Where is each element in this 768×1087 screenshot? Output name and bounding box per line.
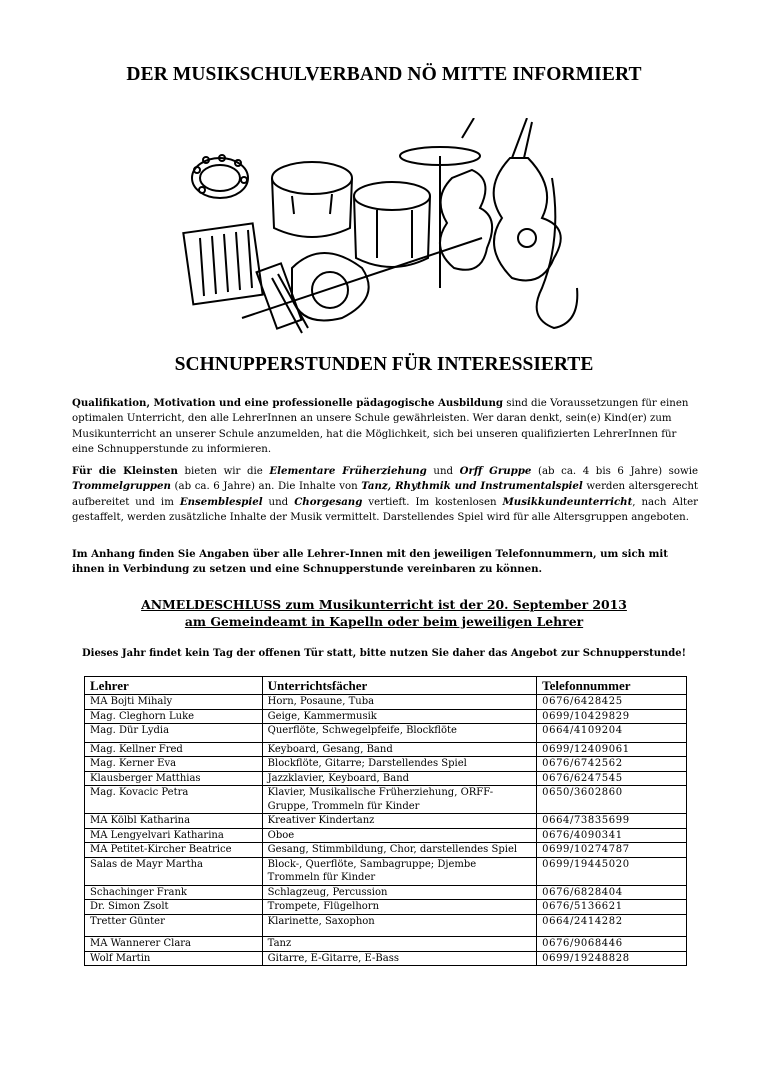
offer-text: und bbox=[262, 496, 295, 508]
cell-teacher: Mag. Dür Lydia bbox=[85, 724, 263, 743]
offer-elementare: Elementare Früherziehung bbox=[269, 465, 427, 477]
cell-subjects: Schlagzeug, Percussion bbox=[262, 885, 536, 900]
offer-text: (ab ca. 6 Jahre) an. Die Inhalte von bbox=[170, 481, 362, 493]
cell-phone: 0650/3602860 bbox=[537, 786, 687, 814]
cell-teacher: Dr. Simon Zsolt bbox=[85, 900, 263, 915]
section-title: SCHNUPPERSTUNDEN FÜR INTERESSIERTE bbox=[174, 354, 594, 375]
cell-phone: 0699/19248828 bbox=[537, 951, 687, 966]
cell-subjects: Gitarre, E-Gitarre, E-Bass bbox=[262, 951, 536, 966]
offer-text: bieten wir die bbox=[177, 466, 270, 477]
cell-phone: 0699/10274787 bbox=[537, 843, 687, 858]
table-row bbox=[85, 900, 687, 915]
intro-paragraph-qualification bbox=[72, 396, 698, 458]
cell-subjects: Kreativer Kindertanz bbox=[262, 814, 536, 829]
table-row bbox=[85, 937, 687, 952]
offer-text: (ab ca. 4 bis 6 Jahre) sowie bbox=[531, 466, 698, 477]
deadline-line-1: ANMELDESCHLUSS zum Musikunterricht ist der 20. September 2013 bbox=[141, 597, 627, 612]
cell-subjects: Trompete, Flügelhorn bbox=[262, 900, 536, 915]
offer-text-kleinsten: Für die Kleinsten bbox=[72, 465, 178, 477]
cell-phone: 0664/2414282 bbox=[537, 914, 687, 937]
cell-subjects: Tanz bbox=[262, 937, 536, 952]
intro-paragraph-offers bbox=[72, 464, 698, 526]
table-row bbox=[85, 742, 687, 757]
offer-orff: Orff Gruppe bbox=[459, 465, 532, 477]
column-header-subjects: Unterrichtsfächer bbox=[262, 677, 536, 695]
table-row bbox=[85, 695, 687, 710]
cell-phone: 0699/12409061 bbox=[537, 742, 687, 757]
cell-subjects: Keyboard, Gesang, Band bbox=[262, 742, 536, 757]
cell-phone: 0676/4090341 bbox=[537, 828, 687, 843]
table-row bbox=[85, 885, 687, 900]
cell-teacher: Schachinger Frank bbox=[85, 885, 263, 900]
cell-phone: 0699/10429829 bbox=[537, 709, 687, 724]
offer-tanz: Tanz, Rhythmik und Instrumentalspiel bbox=[361, 480, 583, 493]
offer-text: und bbox=[426, 466, 460, 477]
cell-teacher: Mag. Cleghorn Luke bbox=[85, 709, 263, 724]
cell-teacher: MA Petitet-Kircher Beatrice bbox=[85, 843, 263, 858]
offer-text: werden altersgerecht aufbereitet und im bbox=[72, 481, 698, 508]
cell-phone: 0676/6742562 bbox=[537, 757, 687, 772]
cell-subjects: Gesang, Stimmbildung, Chor, darstellendes Spiel bbox=[262, 843, 536, 858]
table-row bbox=[85, 786, 687, 814]
cell-subjects: Geige, Kammermusik bbox=[262, 709, 536, 724]
offer-ensemblespiel: Ensemblespiel bbox=[179, 495, 263, 508]
offer-text: vertieft. Im kostenlosen bbox=[362, 496, 503, 508]
cell-teacher: MA Kölbl Katharina bbox=[85, 814, 263, 829]
cell-subjects: Blockflöte, Gitarre; Darstellendes Spiel bbox=[262, 757, 536, 772]
table-header-row bbox=[85, 677, 687, 695]
cell-phone: 0699/19445020 bbox=[537, 857, 687, 885]
cell-phone: 0676/6828404 bbox=[537, 885, 687, 900]
offer-musikkunde: Musikkundeunterricht bbox=[502, 495, 633, 508]
cell-subjects: Jazzklavier, Keyboard, Band bbox=[262, 771, 536, 786]
intro-bold-lead: Qualifikation, Motivation und eine professionelle pädagogische Ausbildung bbox=[72, 397, 503, 409]
cell-teacher: MA Bojti Mihaly bbox=[85, 695, 263, 710]
table-row bbox=[85, 709, 687, 724]
cell-teacher: MA Lengyelvari Katharina bbox=[85, 828, 263, 843]
column-header-phone: Telefonnummer bbox=[537, 677, 687, 695]
table-row bbox=[85, 843, 687, 858]
cell-teacher: Salas de Mayr Martha bbox=[85, 857, 263, 885]
cell-teacher: Mag. Kellner Fred bbox=[85, 742, 263, 757]
teacher-table bbox=[84, 676, 687, 966]
cell-phone: 0664/4109204 bbox=[537, 724, 687, 743]
cell-subjects: Klarinette, Saxophon bbox=[262, 914, 536, 937]
cell-subjects: Horn, Posaune, Tuba bbox=[262, 695, 536, 710]
cell-teacher: Tretter Günter bbox=[85, 914, 263, 937]
cell-phone: 0676/6428425 bbox=[537, 695, 687, 710]
cell-subjects: Block-, Querflöte, Sambagruppe; Djembe Trommeln für Kinder bbox=[262, 857, 536, 885]
table-row bbox=[85, 771, 687, 786]
table-row bbox=[85, 814, 687, 829]
intro-text: sind die Voraussetzungen für einen optimalen Unterricht, den alle LehrerInnen an unsere Schule gewährleisten. Wer daran denkt, sein(e) Kind(er) zum Musikunterricht an unserer Schule anzumelden, hat die Möglichkeit, sich bei unseren qualifizierten LehrerInnen für eine Schnupperstunde zu informieren. bbox=[72, 398, 689, 456]
cell-teacher: MA Wannerer Clara bbox=[85, 937, 263, 952]
cell-teacher: Mag. Kerner Eva bbox=[85, 757, 263, 772]
deadline-block bbox=[0, 596, 768, 630]
page-title: DER MUSIKSCHULVERBAND NÖ MITTE INFORMIERT bbox=[126, 64, 642, 85]
cell-subjects: Querflöte, Schwegelpfeife, Blockflöte bbox=[262, 724, 536, 743]
column-header-teacher: Lehrer bbox=[85, 677, 263, 695]
teacher-table-body bbox=[85, 695, 687, 966]
table-row bbox=[85, 757, 687, 772]
notice-text: Dieses Jahr findet kein Tag der offenen Tür statt, bitte nutzen Sie daher das Angebot zur Schnupperstunde! bbox=[81, 648, 687, 659]
cell-subjects: Klavier, Musikalische Früherziehung, ORFF-Gruppe, Trommeln für Kinder bbox=[262, 786, 536, 814]
offer-trommelgruppen: Trommelgruppen bbox=[72, 480, 171, 493]
cell-teacher: Mag. Kovacic Petra bbox=[85, 786, 263, 814]
table-row bbox=[85, 951, 687, 966]
deadline-line-2: am Gemeindeamt in Kapelln oder beim jeweiligen Lehrer bbox=[184, 614, 584, 629]
cell-phone: 0664/73835699 bbox=[537, 814, 687, 829]
offer-chorgesang: Chorgesang bbox=[294, 495, 363, 508]
table-row bbox=[85, 724, 687, 743]
instruments-collage-icon bbox=[182, 118, 582, 340]
table-row bbox=[85, 828, 687, 843]
cell-phone: 0676/9068446 bbox=[537, 937, 687, 952]
cell-teacher: Wolf Martin bbox=[85, 951, 263, 966]
cell-phone: 0676/5136621 bbox=[537, 900, 687, 915]
offer-text: , nach Alter gestaffelt, werden zusätzliche Inhalte der Musik vermittelt. Darstellendes Spiel wird für alle Altersgruppen angeboten. bbox=[72, 496, 698, 524]
cell-teacher: Klausberger Matthias bbox=[85, 771, 263, 786]
cell-phone: 0676/6247545 bbox=[537, 771, 687, 786]
intro-paragraph-appendix: Im Anhang finden Sie Angaben über alle Lehrer-Innen mit den jeweiligen Telefonnummern, um sich mit ihnen in Verbindung zu setzen und eine Schnupperstunde vereinbaren zu können. bbox=[72, 548, 668, 576]
cell-subjects: Oboe bbox=[262, 828, 536, 843]
table-row bbox=[85, 914, 687, 937]
table-row bbox=[85, 857, 687, 885]
